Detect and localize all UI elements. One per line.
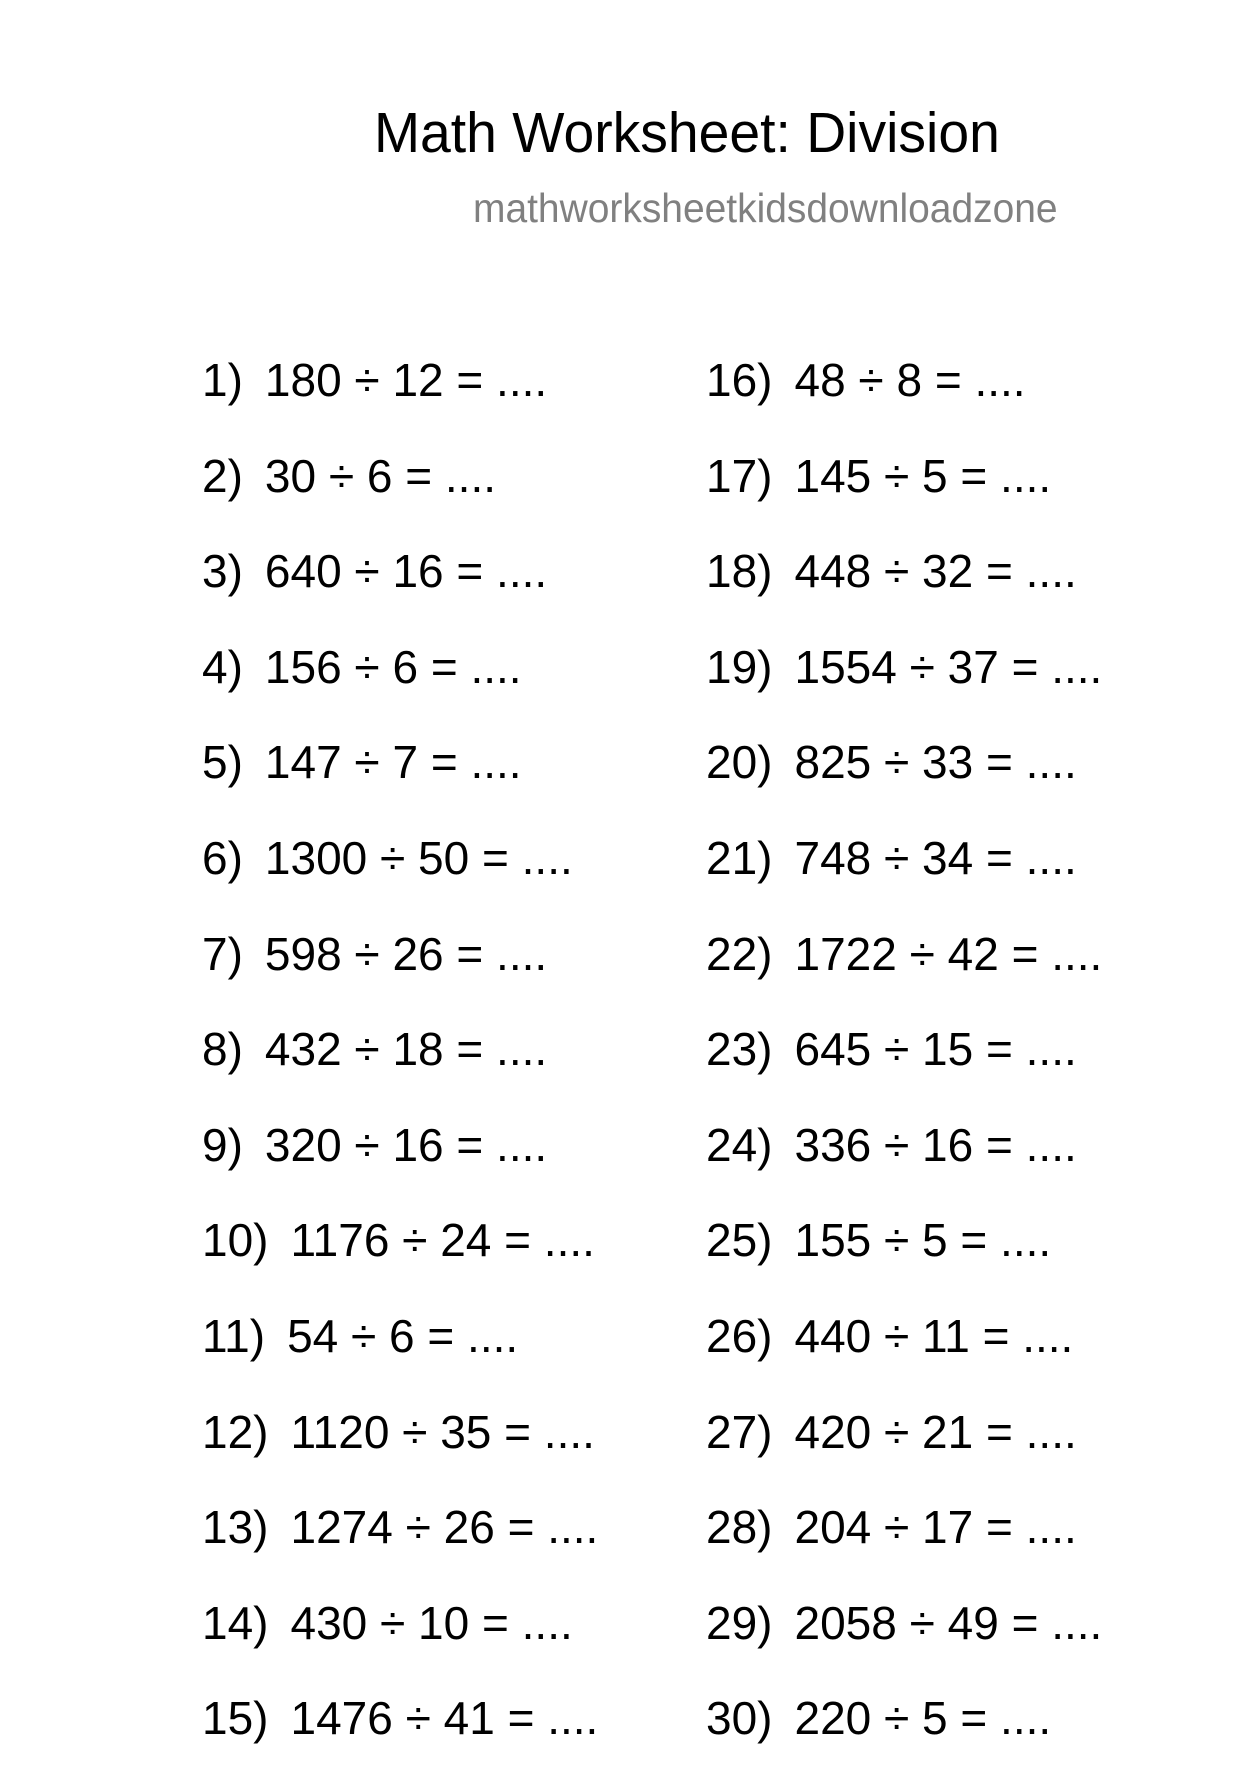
problem-item xyxy=(706,352,1102,448)
problem-number: 15) xyxy=(202,1692,269,1745)
problem-number: 12) xyxy=(202,1405,269,1458)
problem-expression: 1300 ÷ 50 = .... xyxy=(264,831,573,884)
problem-item xyxy=(202,352,598,448)
problem-number: 13) xyxy=(202,1501,269,1554)
problem-expression: 598 ÷ 26 = .... xyxy=(264,927,548,980)
problem-expression: 645 ÷ 15 = .... xyxy=(794,1023,1077,1076)
problem-item xyxy=(202,1690,598,1786)
problem-expression: 54 ÷ 6 = .... xyxy=(287,1309,519,1362)
problem-number: 5) xyxy=(202,736,243,789)
problem-number: 21) xyxy=(706,831,773,884)
problem-item xyxy=(706,448,1102,544)
problems-column-left xyxy=(202,352,598,1786)
problem-number: 9) xyxy=(202,1118,243,1171)
problem-number: 27) xyxy=(706,1405,773,1458)
problem-number: 1) xyxy=(202,354,243,406)
problem-expression: 420 ÷ 21 = .... xyxy=(794,1405,1077,1458)
problem-expression: 48 ÷ 8 = .... xyxy=(794,354,1026,406)
problem-item xyxy=(706,1499,1102,1595)
problem-number: 26) xyxy=(706,1309,773,1362)
problem-item xyxy=(706,830,1102,926)
problem-item xyxy=(706,1595,1102,1691)
problem-item xyxy=(202,1308,598,1404)
problem-item xyxy=(706,1212,1102,1308)
problem-expression: 145 ÷ 5 = .... xyxy=(794,449,1052,502)
problem-expression: 430 ÷ 10 = .... xyxy=(290,1596,573,1649)
problem-number: 14) xyxy=(202,1596,269,1649)
problem-expression: 448 ÷ 32 = .... xyxy=(794,545,1077,598)
problem-item xyxy=(202,734,598,830)
problem-expression: 440 ÷ 11 = .... xyxy=(794,1309,1074,1362)
problem-number: 6) xyxy=(202,831,243,884)
problem-item xyxy=(202,1595,598,1691)
problem-number: 8) xyxy=(202,1023,243,1076)
problem-item xyxy=(202,1021,598,1117)
problem-expression: 432 ÷ 18 = .... xyxy=(264,1023,548,1076)
problem-expression: 156 ÷ 6 = .... xyxy=(264,640,522,693)
problems-column-right xyxy=(706,352,1102,1786)
worksheet-subtitle: mathworksheetkidsdownloadzone xyxy=(473,185,1058,231)
problem-number: 28) xyxy=(706,1501,773,1554)
problem-item xyxy=(202,1212,598,1308)
problem-number: 29) xyxy=(706,1596,773,1649)
problem-item xyxy=(202,1499,598,1595)
problem-number: 16) xyxy=(706,354,773,406)
problem-item xyxy=(706,1117,1102,1213)
problem-item xyxy=(202,830,598,926)
problem-item xyxy=(202,448,598,544)
problem-expression: 320 ÷ 16 = .... xyxy=(264,1118,548,1171)
problem-item xyxy=(202,639,598,735)
problem-expression: 220 ÷ 5 = .... xyxy=(794,1692,1052,1745)
problem-expression: 825 ÷ 33 = .... xyxy=(794,736,1077,789)
problem-number: 25) xyxy=(706,1214,773,1267)
problem-expression: 1274 ÷ 26 = .... xyxy=(290,1501,599,1554)
problem-expression: 1120 ÷ 35 = .... xyxy=(290,1405,595,1458)
problem-number: 7) xyxy=(202,927,243,980)
problem-number: 3) xyxy=(202,545,243,598)
problem-item xyxy=(706,926,1102,1022)
problem-number: 11) xyxy=(202,1309,266,1362)
problem-number: 24) xyxy=(706,1118,773,1171)
problem-expression: 336 ÷ 16 = .... xyxy=(794,1118,1077,1171)
problem-expression: 204 ÷ 17 = .... xyxy=(794,1501,1077,1554)
problem-expression: 1176 ÷ 24 = .... xyxy=(290,1214,595,1267)
problem-expression: 30 ÷ 6 = .... xyxy=(264,449,497,502)
problem-expression: 748 ÷ 34 = .... xyxy=(794,831,1077,884)
problem-item xyxy=(706,1690,1102,1786)
problem-expression: 147 ÷ 7 = .... xyxy=(264,736,522,789)
problem-expression: 2058 ÷ 49 = .... xyxy=(794,1596,1103,1649)
problem-expression: 1554 ÷ 37 = .... xyxy=(794,640,1103,693)
problem-number: 10) xyxy=(202,1214,269,1267)
problem-item xyxy=(706,1308,1102,1404)
problem-item xyxy=(202,1404,598,1500)
problem-number: 18) xyxy=(706,545,773,598)
problem-number: 4) xyxy=(202,640,243,693)
problem-item xyxy=(706,543,1102,639)
problem-item xyxy=(202,926,598,1022)
problem-number: 17) xyxy=(706,449,773,502)
problem-item xyxy=(706,1404,1102,1500)
problem-item xyxy=(706,734,1102,830)
problem-number: 30) xyxy=(706,1692,773,1745)
problem-expression: 1476 ÷ 41 = .... xyxy=(290,1692,599,1745)
problem-item xyxy=(706,1021,1102,1117)
problem-number: 20) xyxy=(706,736,773,789)
problem-item xyxy=(202,1117,598,1213)
problem-expression: 180 ÷ 12 = .... xyxy=(264,354,548,406)
problem-expression: 640 ÷ 16 = .... xyxy=(264,545,548,598)
problem-expression: 1722 ÷ 42 = .... xyxy=(794,927,1103,980)
problem-number: 22) xyxy=(706,927,773,980)
problem-number: 19) xyxy=(706,640,773,693)
problem-item xyxy=(202,543,598,639)
problem-item xyxy=(706,639,1102,735)
problem-number: 2) xyxy=(202,449,243,502)
worksheet-title: Math Worksheet: Division xyxy=(374,101,1000,165)
problem-number: 23) xyxy=(706,1023,773,1076)
problem-expression: 155 ÷ 5 = .... xyxy=(794,1214,1052,1267)
